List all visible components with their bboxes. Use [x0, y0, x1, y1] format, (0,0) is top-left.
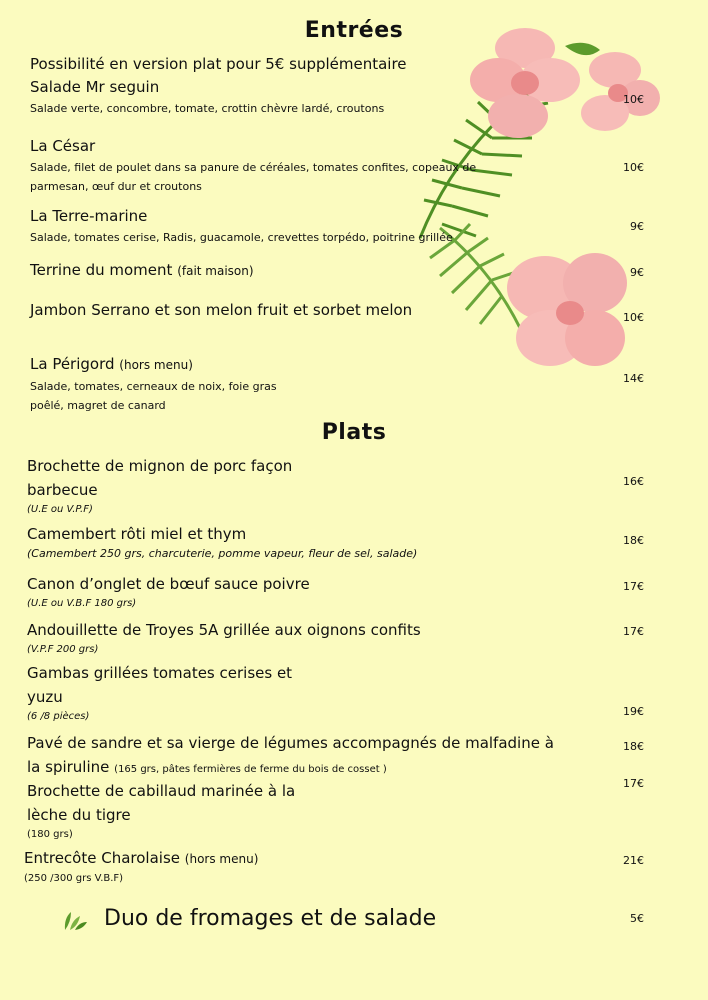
item-name: yuzu [27, 688, 63, 706]
menu-item [27, 779, 295, 843]
hibiscus-flower-3 [507, 253, 627, 366]
menu-item [30, 134, 476, 196]
item-name: lèche du tigre [27, 806, 131, 824]
menu-item [27, 454, 292, 518]
item-name: Entrecôte Charolaise [24, 849, 180, 867]
item-price: 10€ [623, 311, 644, 324]
menu-item [24, 846, 258, 887]
item-note: (hors menu) [184, 852, 259, 866]
item-price: 19€ [623, 705, 644, 718]
menu-item [30, 298, 412, 322]
item-description: parmesan, œuf dur et croutons [30, 180, 202, 193]
item-description: (250 /300 grs V.B.F) [24, 873, 124, 884]
menu-item [27, 618, 421, 658]
item-name: Jambon Serrano et son melon fruit et sorbet melon [30, 301, 413, 319]
menu-item [30, 75, 384, 118]
item-name: Brochette de mignon de porc façon [27, 457, 293, 475]
item-price: 17€ [623, 580, 644, 593]
item-price: 17€ [623, 777, 644, 790]
item-price: 17€ [623, 625, 644, 638]
duo-item-name: Duo de fromages et de salade [104, 906, 437, 931]
item-note: (165 grs, pâtes fermières de ferme du bois de cosset ) [114, 764, 387, 775]
menu-item [27, 572, 310, 612]
item-description: poêlé, magret de canard [30, 399, 166, 412]
item-price: 9€ [630, 220, 644, 233]
small-leaf-icon [565, 43, 600, 55]
entrees-title: Entrées [304, 18, 404, 43]
item-name: La César [30, 137, 96, 155]
item-name: Brochette de cabillaud marinée à la [27, 782, 296, 800]
item-name: Salade Mr seguin [30, 78, 160, 96]
item-note: (hors menu) [119, 358, 193, 372]
entrees-note [30, 52, 407, 76]
item-description: (6 /8 pièces) [27, 711, 90, 722]
menu-item [30, 258, 254, 283]
menu-item [27, 731, 554, 782]
menu-item [30, 204, 453, 247]
item-price: 21€ [623, 854, 644, 867]
item-price: 18€ [623, 740, 644, 753]
item-price: 16€ [623, 475, 644, 488]
item-name: La Terre-marine [30, 207, 148, 225]
item-price: 10€ [623, 93, 644, 106]
item-description: Salade, tomates cerise, Radis, guacamole, crevettes torpédo, poitrine grillée [30, 231, 453, 244]
item-description: (U.E ou V.P.F) [27, 504, 93, 515]
item-description: (Camembert 250 grs, charcuterie, pomme vapeur, fleur de sel, salade) [27, 547, 418, 560]
item-name: Gambas grillées tomates cerises et [27, 664, 293, 682]
item-name: barbecue [27, 481, 98, 499]
item-price: 9€ [630, 266, 644, 279]
plats-title: Plats [321, 420, 387, 445]
item-description: (V.P.F 200 grs) [27, 644, 99, 655]
item-note: (fait maison) [177, 264, 254, 278]
entrees-supplement-note: Possibilité en version plat pour 5€ supplémentaire [30, 55, 407, 73]
item-price: 14€ [623, 372, 644, 385]
item-description: (U.E ou V.B.F 180 grs) [27, 598, 137, 609]
item-price: 10€ [623, 161, 644, 174]
leaf-icon [62, 908, 88, 932]
hibiscus-flower-1 [470, 28, 580, 138]
item-name: Terrine du moment [30, 261, 173, 279]
item-price: 5€ [630, 912, 644, 925]
item-name: Canon d’onglet de bœuf sauce poivre [27, 575, 310, 593]
menu-item [30, 352, 277, 415]
item-name: La Périgord [30, 355, 115, 373]
item-name: Andouillette de Troyes 5A grillée aux oignons confits [27, 621, 421, 639]
item-price: 18€ [623, 534, 644, 547]
item-description: (180 grs) [27, 829, 73, 840]
item-description: Salade, filet de poulet dans sa panure de céréales, tomates confites, copeaux de [30, 161, 477, 174]
item-name: Pavé de sandre et sa vierge de légumes accompagnés de malfadine à [27, 734, 554, 752]
item-name: la spiruline [27, 758, 110, 776]
item-name: Camembert rôti miel et thym [27, 525, 247, 543]
item-description: Salade, tomates, cerneaux de noix, foie gras [30, 380, 277, 393]
hibiscus-flower-2 [581, 52, 660, 131]
item-description: Salade verte, concombre, tomate, crottin chèvre lardé, croutons [30, 102, 385, 115]
menu-item [27, 661, 292, 725]
menu-item [27, 522, 417, 562]
